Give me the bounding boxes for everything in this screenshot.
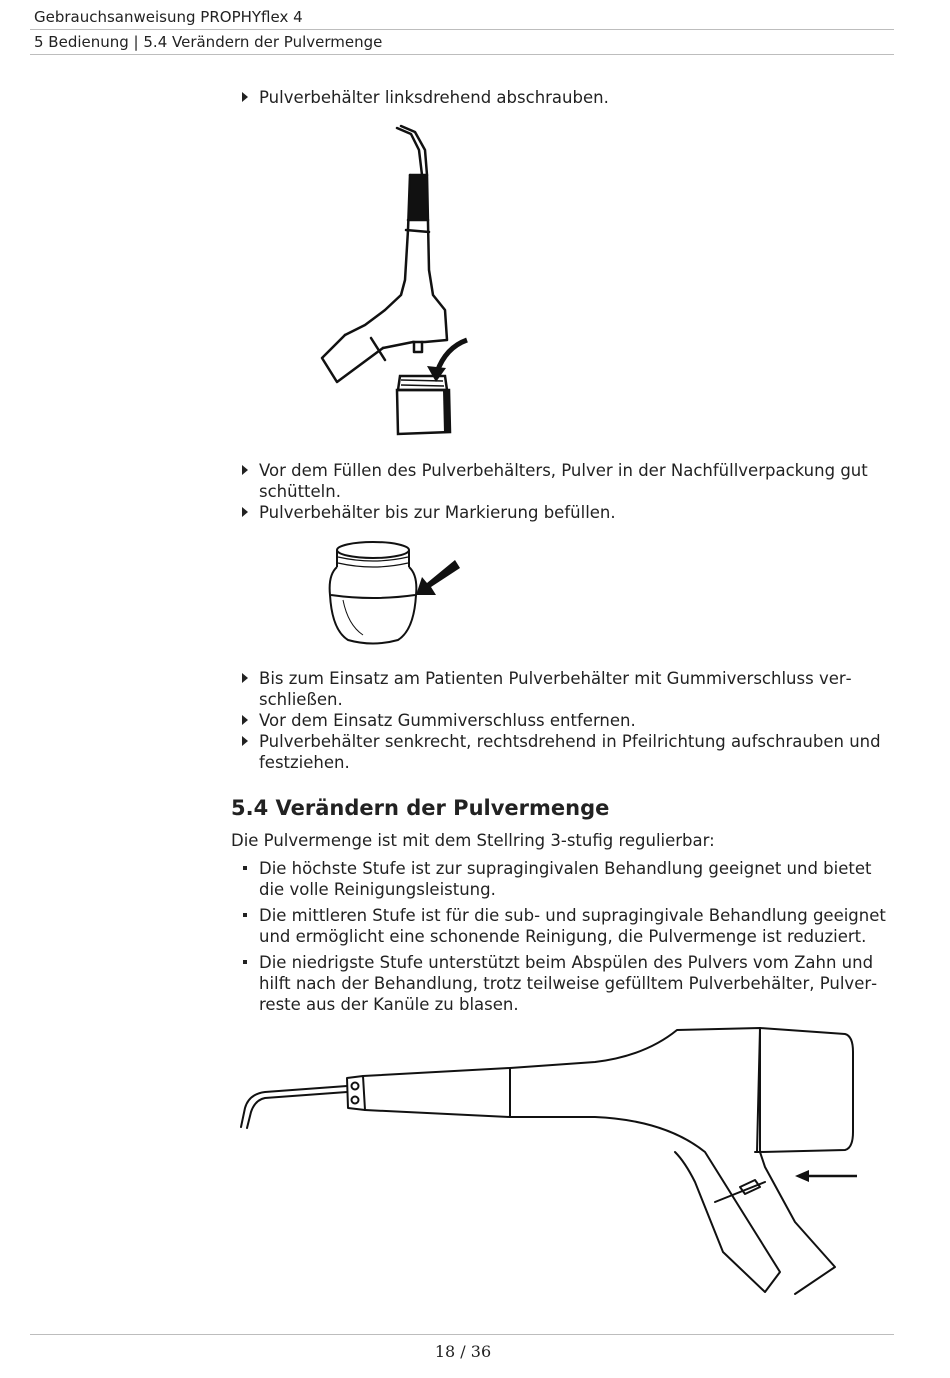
bullet-icon bbox=[243, 866, 247, 870]
page-number: 18 / 36 bbox=[434, 1342, 492, 1361]
step-text: Bis zum Einsatz am Patienten Pulverbehälter mit Gummiverschluss verschließen. bbox=[259, 669, 852, 709]
list-item-text: Die mittleren Stufe ist für die sub- und supragingivale Behandlung geeignet und ermöglicht eine schonende Reinigung, die Pulvermenge ist reduziert. bbox=[259, 906, 886, 946]
bullet-icon bbox=[243, 960, 247, 964]
instruction-step bbox=[259, 460, 899, 502]
step-arrow-icon bbox=[242, 507, 248, 517]
list-item bbox=[259, 905, 899, 947]
bullet-icon bbox=[243, 913, 247, 917]
instruction-step bbox=[259, 731, 899, 773]
step-arrow-icon bbox=[242, 92, 248, 102]
figure-adjustment-ring bbox=[235, 1022, 865, 1302]
step-arrow-icon bbox=[242, 715, 248, 725]
footer-divider bbox=[30, 1334, 894, 1335]
instruction-step bbox=[259, 710, 899, 731]
instruction-step bbox=[259, 502, 899, 523]
step-arrow-icon bbox=[242, 673, 248, 683]
list-item bbox=[259, 952, 899, 1015]
document-title: Gebrauchsanweisung PROPHYflex 4 bbox=[34, 8, 303, 26]
step-text: Pulverbehälter senkrecht, rechtsdrehend in Pfeilrichtung aufschrauben und festziehen. bbox=[259, 732, 881, 772]
step-text: Pulverbehälter bis zur Markierung befüllen. bbox=[259, 503, 616, 522]
header-divider bbox=[30, 29, 894, 30]
section-intro: Die Pulvermenge ist mit dem Stellring 3-stufig regulierbar: bbox=[231, 831, 715, 850]
figure-unscrew-container bbox=[315, 120, 485, 450]
header-divider-bottom bbox=[30, 54, 894, 55]
section-heading: 5.4 Verändern der Pulvermenge bbox=[231, 796, 610, 820]
step-text: Vor dem Einsatz Gummiverschluss entfernen. bbox=[259, 711, 636, 730]
step-text: Vor dem Füllen des Pulverbehälters, Pulver in der Nachfüllverpackung gut schütteln. bbox=[259, 461, 868, 501]
list-item-text: Die höchste Stufe ist zur supragingivalen Behandlung geeignet und bietet die volle Reinigungsleistung. bbox=[259, 859, 872, 899]
figure-fill-mark bbox=[318, 535, 468, 650]
instruction-step bbox=[259, 87, 899, 108]
step-text: Pulverbehälter linksdrehend abschrauben. bbox=[259, 88, 609, 107]
step-arrow-icon bbox=[242, 465, 248, 475]
step-arrow-icon bbox=[242, 736, 248, 746]
instruction-step bbox=[259, 668, 899, 710]
list-item-text: Die niedrigste Stufe unterstützt beim Abspülen des Pulvers vom Zahn und hilft nach der Behandlung, trotz teilweise gefülltem Pulverbehälter, Pulverreste aus der Kanüle zu blasen. bbox=[259, 953, 878, 1014]
list-item bbox=[259, 858, 899, 900]
breadcrumb: 5 Bedienung | 5.4 Verändern der Pulvermenge bbox=[34, 33, 383, 51]
